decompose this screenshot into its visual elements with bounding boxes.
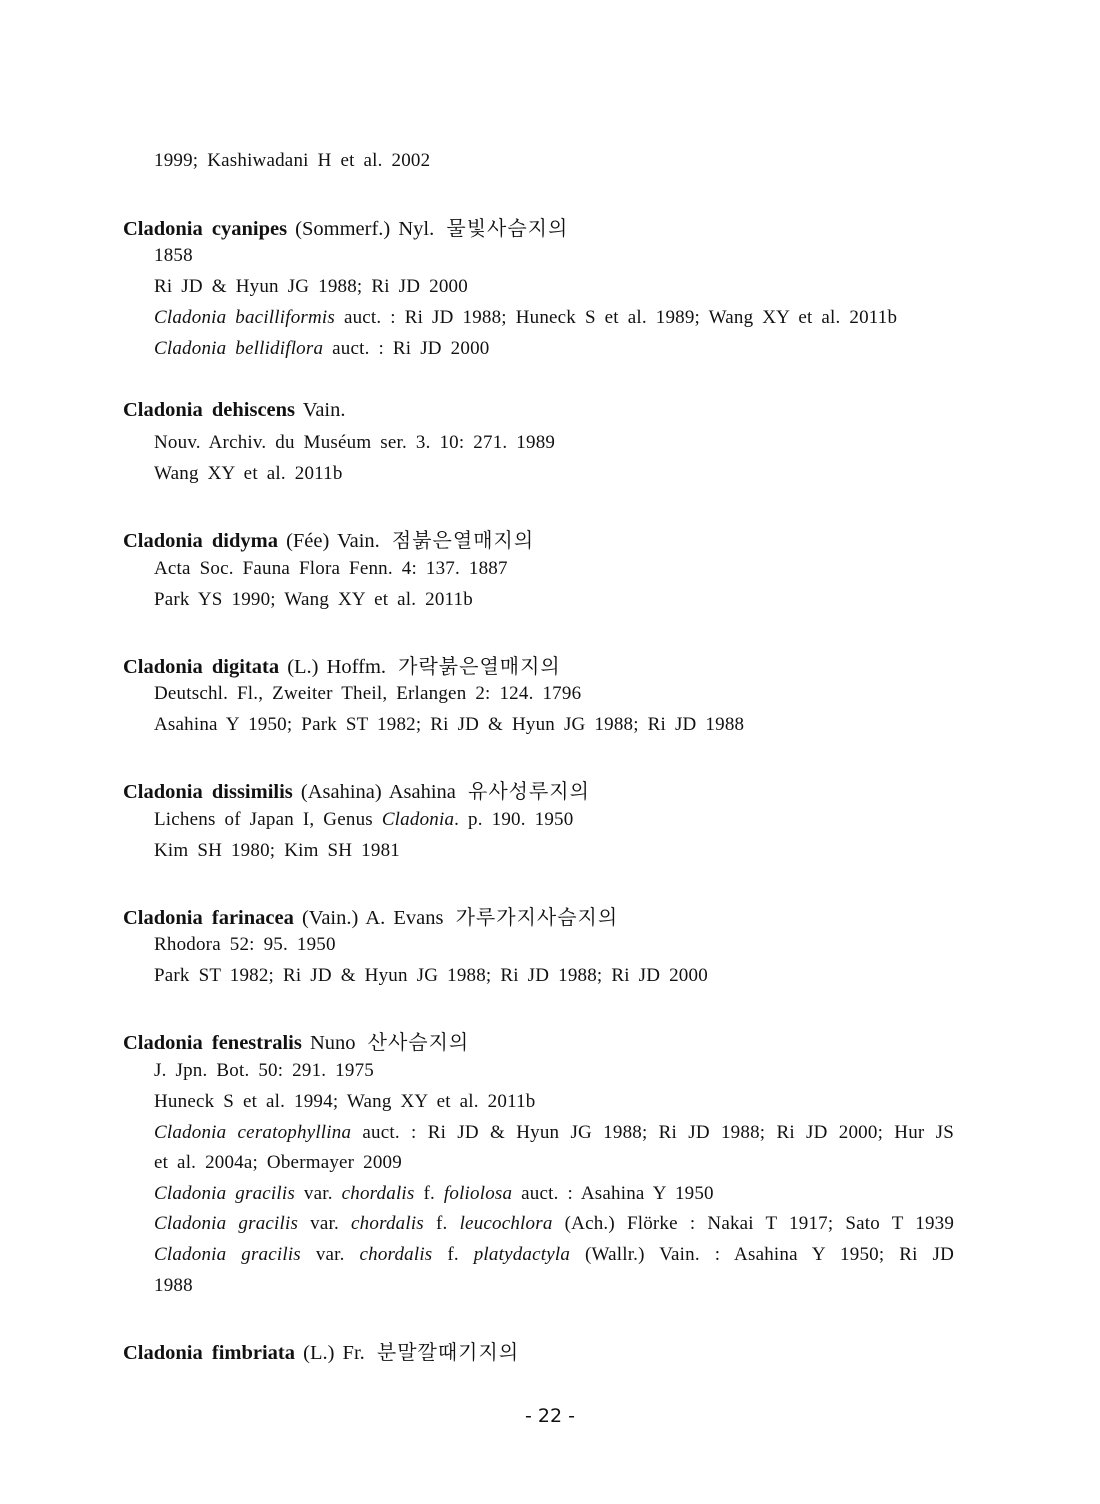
species-authority: Vain. — [302, 399, 346, 421]
publication-text: Lichens of Japan I, Genus — [154, 809, 373, 830]
publication-text: Nouv. Archiv. du Muséum ser. 3. 10: 271. 1989 — [154, 432, 556, 453]
form-name: leucochlora — [459, 1213, 553, 1234]
reference-line — [154, 965, 708, 987]
reference-continuation — [154, 150, 430, 172]
synonym-reference: (Wallr.) Vain. : Asahina Y 1950; Ri JD — [584, 1244, 955, 1265]
synonym-name: Cladonia gracilis — [154, 1213, 299, 1234]
publication-line — [154, 432, 555, 454]
species-heading-fimbriata — [123, 1336, 519, 1365]
synonym-name: Cladonia bacilliformis — [154, 307, 335, 328]
species-name: Cladonia didyma — [123, 530, 278, 552]
rank-label: f. — [436, 1213, 448, 1234]
species-authority: (Vain.) A. Evans — [301, 907, 444, 929]
synonym-line — [154, 307, 897, 329]
species-heading-cyanipes — [123, 212, 568, 241]
reference-text: Wang XY et al. 2011b — [154, 463, 343, 484]
synonym-line — [154, 338, 489, 360]
korean-name: 유사성루지의 — [468, 779, 590, 803]
reference-line — [154, 589, 473, 611]
species-name: Cladonia cyanipes — [123, 218, 288, 240]
publication-text: Rhodora 52: 95. 1950 — [154, 934, 336, 955]
reference-text: Park ST 1982; Ri JD & Hyun JG 1988; Ri JD 1988; Ri JD 2000 — [154, 965, 708, 986]
reference-text: 1999; Kashiwadani H et al. 2002 — [154, 150, 431, 171]
reference-line — [154, 840, 400, 862]
publication-line — [154, 683, 581, 705]
publication-line — [154, 934, 336, 956]
species-authority: (Sommerf.) Nyl. — [295, 218, 435, 240]
species-heading-fenestralis — [123, 1026, 469, 1055]
synonym-name: Cladonia bellidiflora — [154, 338, 324, 359]
species-name: Cladonia farinacea — [123, 907, 294, 929]
reference-text: Huneck S et al. 1994; Wang XY et al. 2011b — [154, 1091, 536, 1112]
variety-name: chordalis — [359, 1244, 433, 1265]
publication-text: . p. 190. 1950 — [454, 809, 574, 830]
korean-name: 가락붉은열매지의 — [398, 654, 561, 678]
genus-name: Cladonia — [381, 809, 455, 830]
reference-text: Kim SH 1980; Kim SH 1981 — [154, 840, 400, 861]
species-authority: (Asahina) Asahina — [300, 781, 456, 803]
publication-text: Acta Soc. Fauna Flora Fenn. 4: 137. 1887 — [154, 558, 508, 579]
synonym-reference: auct. : Ri JD 2000 — [332, 338, 490, 359]
reference-text: Park YS 1990; Wang XY et al. 2011b — [154, 589, 473, 610]
publication-line — [154, 809, 573, 831]
species-name: Cladonia dissimilis — [123, 781, 293, 803]
synonym-continuation — [154, 1152, 402, 1174]
reference-line — [154, 1091, 535, 1113]
synonym-line — [154, 1122, 954, 1144]
form-name: platydactyla — [473, 1244, 571, 1265]
synonym-continuation — [154, 1275, 193, 1297]
synonym-name: Cladonia ceratophyllina — [154, 1122, 352, 1143]
reference-line — [154, 714, 744, 736]
species-heading-digitata — [123, 650, 561, 679]
synonym-line — [154, 1213, 954, 1235]
synonym-line — [154, 1244, 954, 1266]
species-heading-dehiscens — [123, 399, 346, 422]
publication-text: J. Jpn. Bot. 50: 291. 1975 — [154, 1060, 374, 1081]
publication-line — [154, 1060, 374, 1082]
synonym-line — [154, 1183, 714, 1205]
species-name: Cladonia digitata — [123, 656, 280, 678]
species-heading-dissimilis — [123, 775, 590, 804]
publication-text: 1858 — [154, 245, 193, 266]
rank-label: f. — [423, 1183, 435, 1204]
synonym-reference: auct. : Ri JD & Hyun JG 1988; Ri JD 1988; Ri JD 2000; Hur JS — [362, 1122, 955, 1143]
rank-label: var. — [315, 1244, 345, 1265]
species-heading-farinacea — [123, 901, 618, 930]
form-name: foliolosa — [443, 1183, 513, 1204]
korean-name: 분말깔때기지의 — [376, 1340, 520, 1364]
page-number: - 22 - — [525, 1405, 575, 1427]
korean-name: 점붉은열매지의 — [391, 528, 535, 552]
species-name: Cladonia fenestralis — [123, 1032, 302, 1054]
synonym-reference: 1988 — [154, 1275, 193, 1296]
publication-line — [154, 245, 193, 267]
synonym-reference: (Ach.) Flörke : Nakai T 1917; Sato T 1939 — [564, 1213, 955, 1234]
publication-text: Deutschl. Fl., Zweiter Theil, Erlangen 2: 124. 1796 — [154, 683, 582, 704]
species-heading-didyma — [123, 524, 534, 553]
species-name: Cladonia dehiscens — [123, 399, 296, 421]
reference-text: Asahina Y 1950; Park ST 1982; Ri JD & Hyun JG 1988; Ri JD 1988 — [154, 714, 745, 735]
synonym-reference: et al. 2004a; Obermayer 2009 — [154, 1152, 402, 1173]
synonym-reference: auct. : Ri JD 1988; Huneck S et al. 1989; Wang XY et al. 2011b — [343, 307, 898, 328]
synonym-name: Cladonia gracilis — [154, 1183, 295, 1204]
rank-label: var. — [310, 1213, 339, 1234]
reference-line — [154, 463, 343, 485]
rank-label: f. — [447, 1244, 459, 1265]
synonym-name: Cladonia gracilis — [154, 1244, 301, 1265]
species-authority: Nuno — [309, 1032, 356, 1054]
variety-name: chordalis — [351, 1213, 424, 1234]
korean-name: 물빛사슴지의 — [446, 216, 569, 240]
species-name: Cladonia fimbriata — [123, 1342, 295, 1364]
synonym-reference: auct. : Asahina Y 1950 — [521, 1183, 714, 1204]
rank-label: var. — [303, 1183, 333, 1204]
species-authority: (L.) Fr. — [303, 1342, 365, 1364]
reference-line — [154, 276, 468, 298]
species-authority: (Fée) Vain. — [286, 530, 380, 552]
reference-text: Ri JD & Hyun JG 1988; Ri JD 2000 — [154, 276, 468, 297]
publication-line — [154, 558, 508, 580]
variety-name: chordalis — [341, 1183, 415, 1204]
korean-name: 가루가지사슴지의 — [455, 905, 619, 929]
korean-name: 산사슴지의 — [367, 1030, 470, 1054]
species-authority: (L.) Hoffm. — [287, 656, 387, 678]
